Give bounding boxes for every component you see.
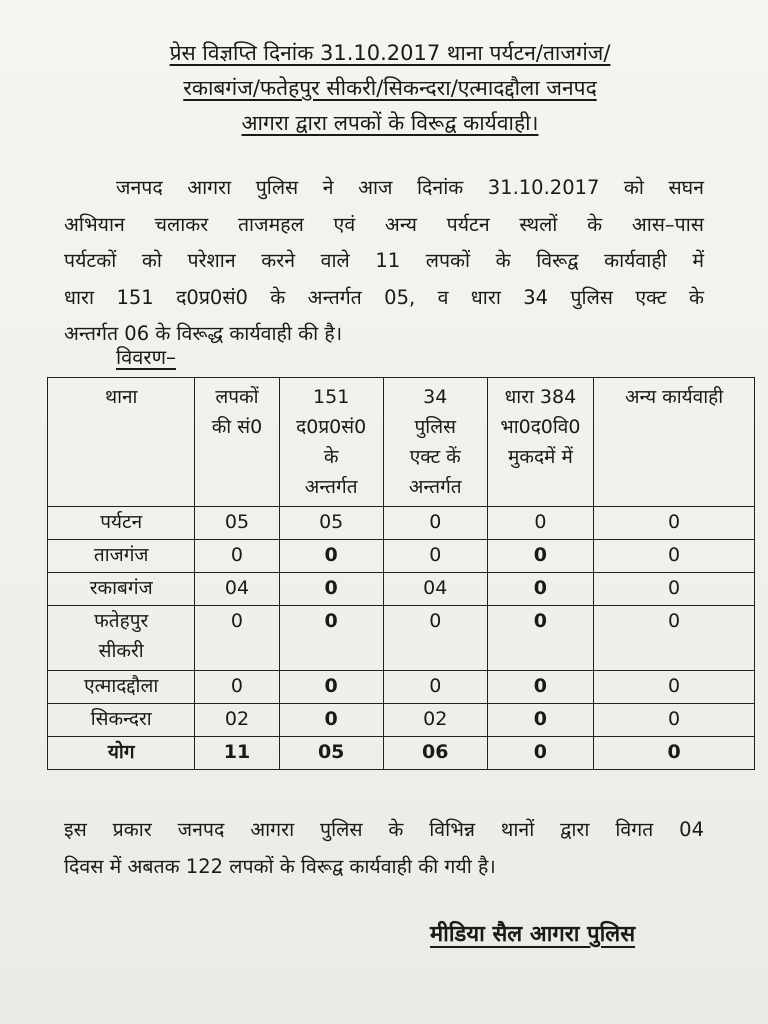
table-row — [48, 671, 755, 704]
action-table — [47, 377, 755, 770]
cell-section-151: 0 — [279, 606, 383, 671]
cell-count: 0 — [195, 671, 279, 704]
cell-count: 0 — [195, 606, 279, 671]
table-row — [48, 606, 755, 671]
header-police-act-34: 34 पुलिस एक्ट कें अन्तर्गत — [383, 378, 487, 507]
cell-total-count: 11 — [195, 737, 279, 770]
cell-total-police-act-34: 06 — [383, 737, 487, 770]
cell-ipc-384: 0 — [487, 704, 593, 737]
cell-section-151: 0 — [279, 704, 383, 737]
table-row — [48, 507, 755, 540]
cell-other-action: 0 — [594, 573, 755, 606]
cell-count: 0 — [195, 540, 279, 573]
cell-total-label: योग — [48, 737, 195, 770]
table-header-row — [48, 378, 755, 507]
cell-other-action: 0 — [594, 507, 755, 540]
cell-total-other-action: 0 — [594, 737, 755, 770]
cell-other-action: 0 — [594, 606, 755, 671]
signature: मीडिया सैल आगरा पुलिस — [430, 922, 636, 947]
cell-station: एत्मादद्दौला — [48, 671, 195, 704]
table-row — [48, 540, 755, 573]
cell-total-section-151: 05 — [279, 737, 383, 770]
cell-police-act-34: 02 — [383, 704, 487, 737]
intro-paragraph — [64, 170, 704, 353]
intro-line-5: अन्तर्गत 06 के विरूद्ध कार्यवाही की है। — [64, 322, 343, 345]
cell-station: ताजगंज — [48, 540, 195, 573]
cell-ipc-384: 0 — [487, 671, 593, 704]
header-ipc-384: धारा 384 भा0द0वि0 मुकदमें में — [487, 378, 593, 507]
cell-station: पर्यटन — [48, 507, 195, 540]
cell-station: रकाबगंज — [48, 573, 195, 606]
cell-total-ipc-384: 0 — [487, 737, 593, 770]
cell-count: 02 — [195, 704, 279, 737]
intro-line-4: धारा 151 द0प्र0सं0 के अन्तर्गत 05, व धारा 34 पुलिस एक्ट के — [64, 285, 704, 309]
summary-line-1: इस प्रकार जनपद आगरा पुलिस के विभिन्न थानों द्वारा विगत 04 — [64, 818, 704, 841]
heading-line-2: रकाबगंज/फतेहपुर सीकरी/सिकन्दरा/एत्मादद्दौला जनपद — [183, 76, 597, 100]
cell-other-action: 0 — [594, 540, 755, 573]
cell-ipc-384: 0 — [487, 606, 593, 671]
header-count: लपकों की सं0 — [195, 378, 279, 507]
intro-line-1: जनपद आगरा पुलिस ने आज दिनांक 31.10.2017 को सघन — [116, 176, 704, 199]
cell-police-act-34: 0 — [383, 671, 487, 704]
cell-other-action: 0 — [594, 671, 755, 704]
table-row — [48, 704, 755, 737]
cell-ipc-384: 0 — [487, 507, 593, 540]
table-row — [48, 573, 755, 606]
cell-police-act-34: 0 — [383, 540, 487, 573]
summary-paragraph — [64, 812, 704, 885]
cell-ipc-384: 0 — [487, 573, 593, 606]
cell-station: फतेहपुर सीकरी — [48, 606, 195, 671]
cell-section-151: 0 — [279, 573, 383, 606]
cell-police-act-34: 0 — [383, 606, 487, 671]
heading-line-1: प्रेस विज्ञप्ति दिनांक 31.10.2017 थाना पर्यटन/ताजगंज/ — [169, 41, 611, 65]
cell-count: 04 — [195, 573, 279, 606]
intro-line-2: अभियान चलाकर ताजमहल एवं अन्य पर्यटन स्थलों के आस–पास — [64, 212, 704, 236]
cell-other-action: 0 — [594, 704, 755, 737]
details-label: विवरण– — [116, 345, 177, 369]
cell-section-151: 05 — [279, 507, 383, 540]
cell-station: सिकन्दरा — [48, 704, 195, 737]
cell-police-act-34: 0 — [383, 507, 487, 540]
header-station: थाना — [48, 378, 195, 507]
intro-line-3: पर्यटकों को परेशान करने वाले 11 लपकों के विरूद्व कार्यवाही में — [64, 249, 704, 272]
summary-line-2: दिवस में अबतक 122 लपकों के विरूद्व कार्यवाही की गयी है। — [64, 854, 496, 878]
cell-police-act-34: 04 — [383, 573, 487, 606]
press-release-heading — [90, 36, 690, 141]
cell-count: 05 — [195, 507, 279, 540]
cell-section-151: 0 — [279, 540, 383, 573]
header-section-151: 151 द0प्र0सं0 के अन्तर्गत — [279, 378, 383, 507]
cell-section-151: 0 — [279, 671, 383, 704]
cell-ipc-384: 0 — [487, 540, 593, 573]
table-total-row — [48, 737, 755, 770]
header-other-action: अन्य कार्यवाही — [594, 378, 755, 507]
heading-line-3: आगरा द्वारा लपकों के विरूद्व कार्यवाही। — [241, 111, 539, 135]
